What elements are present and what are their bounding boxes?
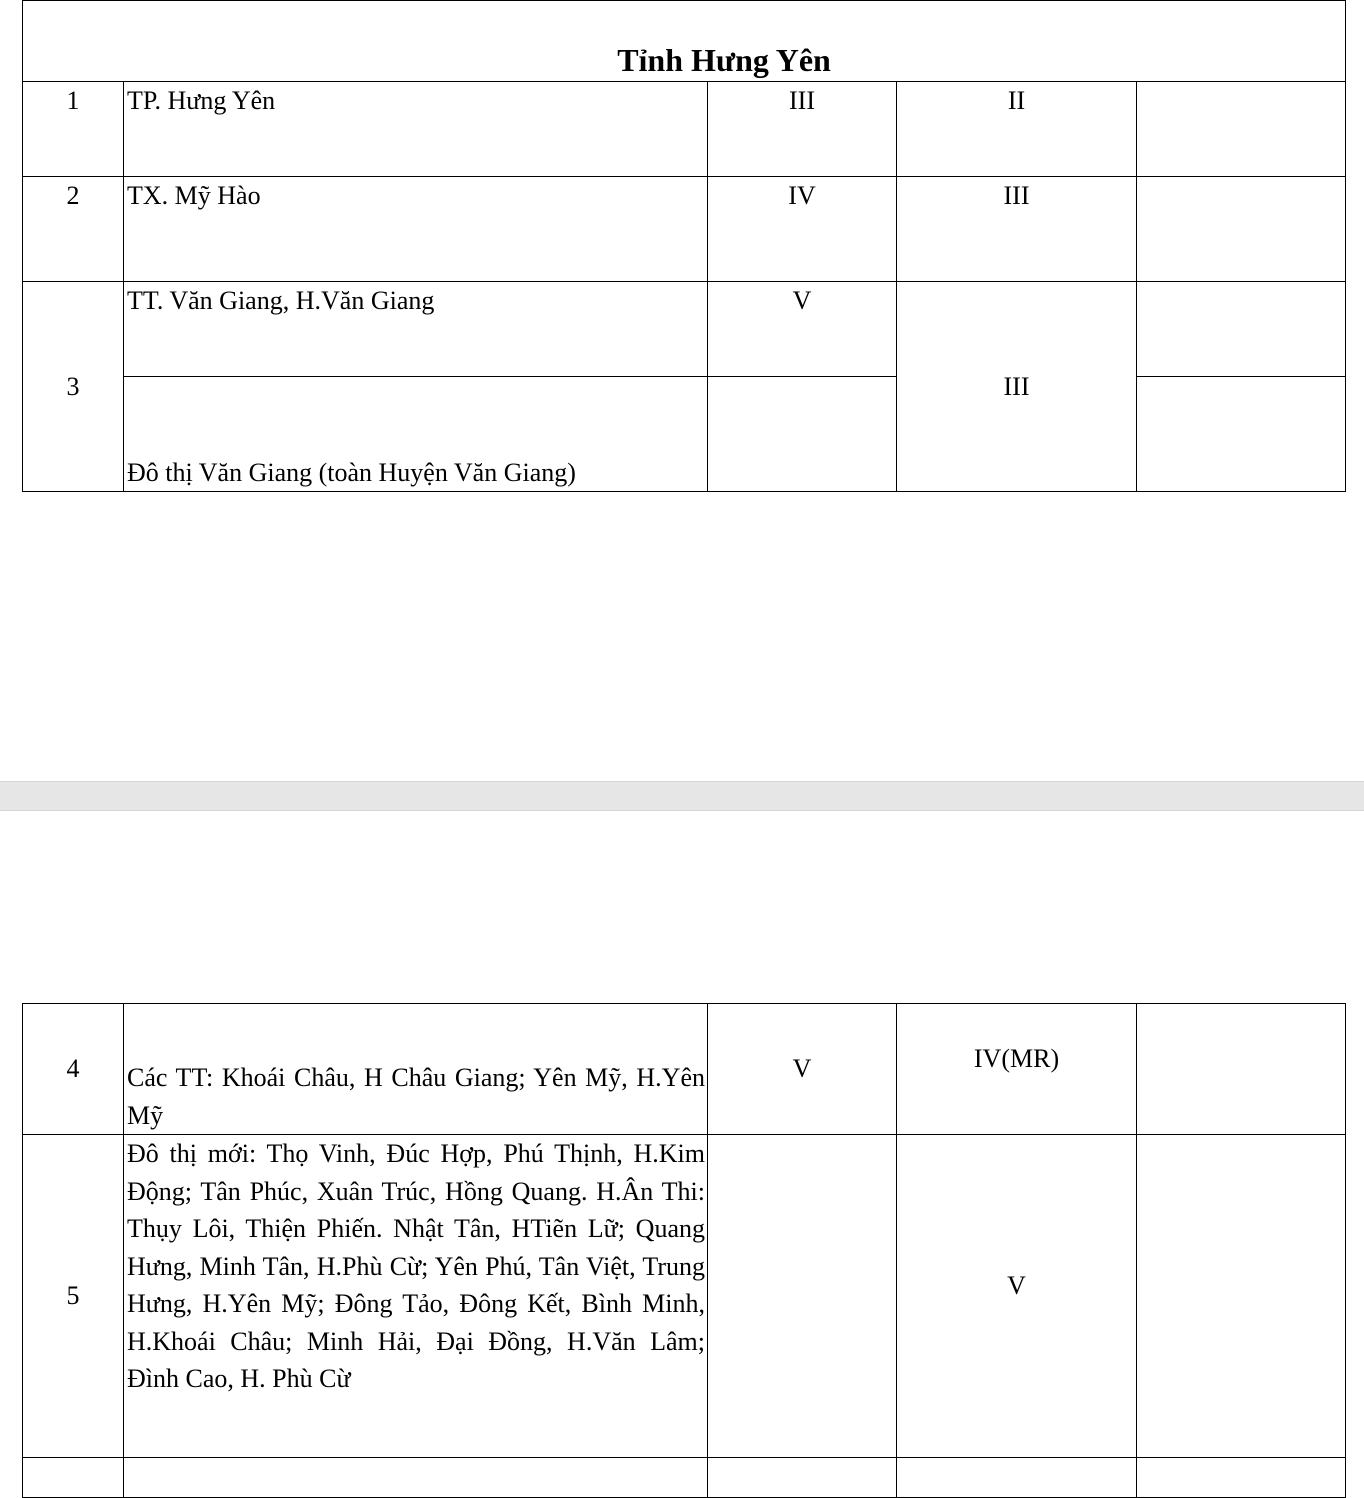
class-target: V	[1007, 1271, 1026, 1301]
row-number-cell	[23, 82, 124, 177]
table-title-row	[23, 1, 1346, 82]
document-page-2	[0, 811, 1364, 1472]
urban-classification-table-part-1	[22, 0, 1346, 492]
class-current-cell	[708, 177, 897, 282]
empty-cell	[708, 377, 897, 492]
urban-classification-table-part-2	[22, 1003, 1346, 1498]
province-title: Tỉnh Hưng Yên	[617, 42, 831, 78]
urban-name-cell	[124, 82, 708, 177]
urban-name: Đô thị mới: Thọ Vinh, Đúc Hợp, Phú Thịnh, H.Kim Động; Tân Phúc, Xuân Trúc, Hồng Quang. H.Ân Thi: Thụy Lôi, Thiện Phiến. Nhật Tân, HTiẽn Lữ; Quang Hưng, Minh Tân, H.Phù Cừ; Yên Phú, Tân Việt, Trung Hưng, H.Yên Mỹ; Đông Tảo, Đông Kết, Bình Minh, H.Khoái Châu; Minh Hải, Đại Đồng, H.Văn Lâm; Đình Cao, H. Phù Cừ	[127, 1139, 705, 1393]
empty-cell	[708, 1458, 897, 1498]
empty-cell	[1137, 1135, 1346, 1458]
class-target-cell	[897, 1004, 1137, 1135]
row-number: 2	[66, 181, 80, 210]
urban-name-cell	[124, 377, 708, 492]
page-separator	[0, 781, 1364, 811]
row-number-cell	[23, 177, 124, 282]
province-title-cell	[23, 1, 1346, 82]
empty-cell	[1137, 1458, 1346, 1498]
urban-name: Các TT: Khoái Châu, H Châu Giang; Yên Mỹ, H.Yên Mỹ	[127, 1063, 705, 1130]
urban-name: TT. Văn Giang, H.Văn Giang	[127, 286, 435, 315]
class-current-cell	[708, 1004, 897, 1135]
empty-cell	[124, 1458, 708, 1498]
class-target-cell	[897, 82, 1137, 177]
class-target-cell	[897, 282, 1137, 492]
class-target: II	[1007, 86, 1026, 115]
table-row	[23, 82, 1346, 177]
row-number: 5	[66, 1281, 80, 1311]
table-row	[23, 377, 1346, 492]
row-number-cell	[23, 1004, 124, 1135]
class-current: IV	[788, 181, 816, 210]
table-row	[23, 1458, 1346, 1498]
empty-cell	[897, 1458, 1137, 1498]
class-current-cell	[708, 282, 897, 377]
table-row	[23, 1135, 1346, 1458]
class-current: III	[789, 86, 815, 115]
class-target-cell	[897, 177, 1137, 282]
empty-cell	[1137, 82, 1346, 177]
row-number-cell	[23, 1135, 124, 1458]
urban-name-cell	[124, 1004, 708, 1135]
urban-name: TX. Mỹ Hào	[127, 181, 261, 210]
table-row	[23, 282, 1346, 377]
empty-cell	[1137, 1004, 1346, 1135]
empty-cell	[1137, 282, 1346, 377]
row-number: 1	[66, 86, 80, 115]
table-row	[23, 1004, 1346, 1135]
row-number-cell	[23, 282, 124, 492]
empty-cell	[1137, 177, 1346, 282]
row-number: 3	[66, 371, 80, 401]
table-row	[23, 177, 1346, 282]
urban-name-cell	[124, 177, 708, 282]
empty-cell	[23, 1458, 124, 1498]
empty-cell	[1137, 377, 1346, 492]
urban-name-cell	[124, 1135, 708, 1458]
urban-name-cell	[124, 282, 708, 377]
urban-name: TP. Hưng Yên	[127, 86, 276, 115]
class-target: III	[1003, 371, 1030, 401]
class-target: IV(MR)	[973, 1044, 1060, 1073]
class-current-cell	[708, 1135, 897, 1458]
class-current: V	[792, 286, 812, 315]
class-current: V	[792, 1054, 812, 1084]
class-target-cell	[897, 1135, 1137, 1458]
class-current-cell	[708, 82, 897, 177]
class-target: III	[1003, 181, 1030, 210]
row-number: 4	[66, 1054, 80, 1084]
urban-name: Đô thị Văn Giang (toàn Huyện Văn Giang)	[127, 457, 576, 487]
